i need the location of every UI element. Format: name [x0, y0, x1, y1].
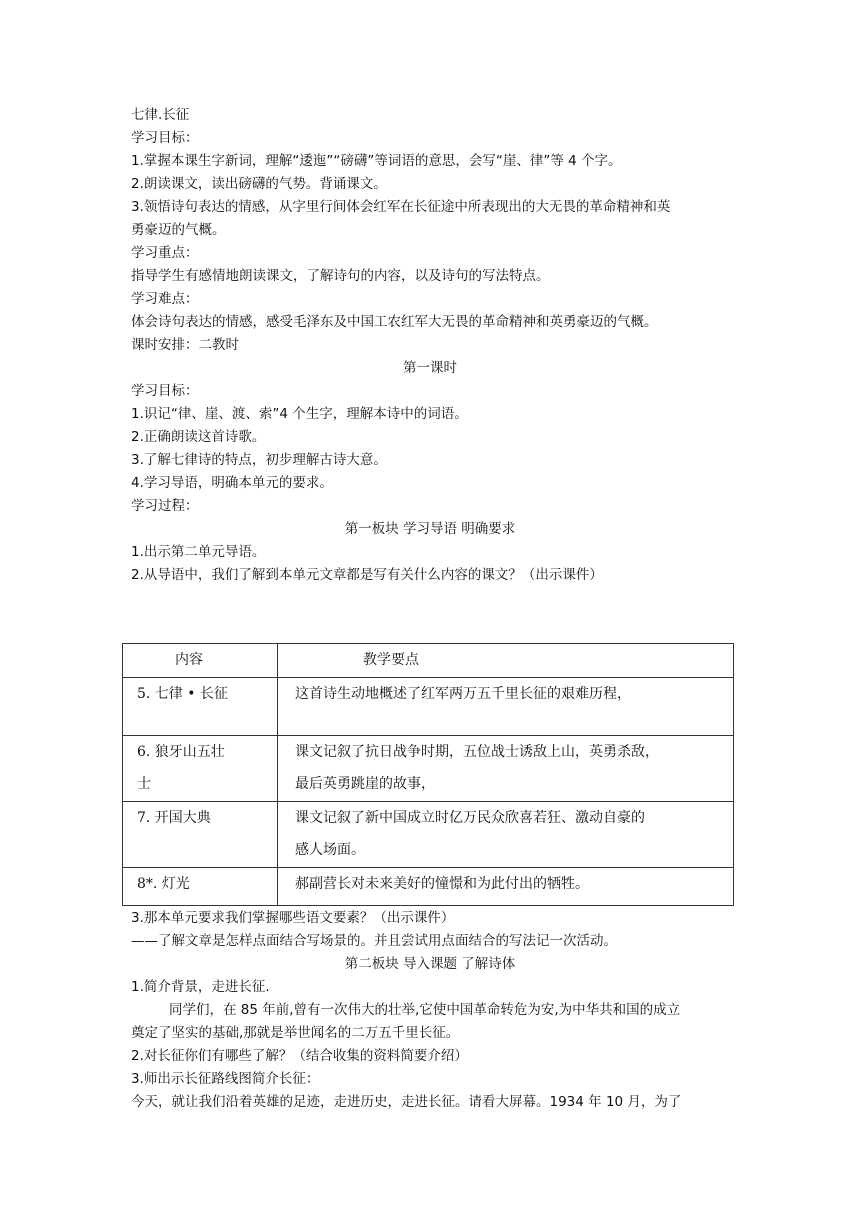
points-cell — [278, 868, 734, 906]
teaching-point: 课文记叙了新中国成立时亿万民众欣喜若狂、激动自豪的 — [295, 810, 645, 826]
content-cell — [123, 736, 278, 802]
text-line: 第二板块 导入课题 了解诗体 — [344, 956, 516, 972]
lesson-title: 8*. 灯光 — [137, 876, 190, 892]
text-line: 2.朗读课文，读出磅礴的气势。背诵课文。 — [131, 176, 387, 192]
table-row — [123, 868, 734, 906]
table-header-cell — [123, 644, 278, 678]
content-cell — [123, 678, 278, 736]
lesson-title: 6. 狼牙山五壮 — [137, 744, 225, 760]
table-header-cell — [278, 644, 734, 678]
unit-table — [122, 643, 734, 906]
text-line: 学习重点： — [131, 245, 199, 261]
teaching-point: 这首诗生动地概述了红军两万五千里长征的艰难历程， — [295, 686, 631, 702]
points-cell — [278, 678, 734, 736]
table-row — [123, 802, 734, 868]
text-line: 体会诗句表达的情感，感受毛泽东及中国工农红军大无畏的革命精神和英勇豪迈的气概。 — [131, 314, 658, 330]
text-line: 3.领悟诗句表达的情感，从字里行间体会红军在长征途中所表现出的大无畏的革命精神和英 — [131, 199, 671, 215]
text-line: 1.出示第二单元导语。 — [131, 544, 266, 560]
text-line: 4.学习导语，明确本单元的要求。 — [131, 475, 333, 491]
text-line: 1.掌握本课生字新词，理解“逶迤”“磅礴”等词语的意思，会写“崖、律”等 4 个字。 — [131, 153, 622, 169]
text-line: 1.识记“律、崖、渡、索”4 个生字，理解本诗中的词语。 — [131, 406, 468, 422]
text-line: 学习目标： — [131, 383, 199, 399]
text-line: 1.简介背景，走进长征. — [131, 979, 270, 995]
text-line: 同学们，在 85 年前,曾有一次伟大的壮举,它使中国革命转危为安,为中华共和国的成立 — [169, 1002, 681, 1018]
teaching-point: 课文记叙了抗日战争时期，五位战士诱敌上山，英勇杀敌， — [295, 744, 659, 760]
text-line: 2.正确朗读这首诗歌。 — [131, 429, 266, 445]
text-line: 3.那本单元要求我们掌握哪些语文要素？（出示课件） — [131, 910, 455, 926]
text-line: ——了解文章是怎样点面结合写场景的。并且尝试用点面结合的写法记一次活动。 — [131, 933, 617, 949]
text-line: 七律.长征 — [131, 107, 190, 123]
teaching-point: 感人场面。 — [295, 842, 365, 858]
text-line: 学习目标： — [131, 130, 199, 146]
content-cell — [123, 868, 278, 906]
text-line: 3.师出示长征路线图简介长征： — [131, 1071, 320, 1087]
points-cell — [278, 802, 734, 868]
content-cell — [123, 802, 278, 868]
header-content-label: 内容 — [175, 652, 203, 668]
text-line: 3.了解七律诗的特点，初步理解古诗大意。 — [131, 452, 387, 468]
header-points-label: 教学要点 — [363, 652, 419, 668]
text-line: 今天，就让我们沿着英雄的足迹，走进历史，走进长征。请看大屏幕。1934 年 10 月，为了 — [131, 1094, 682, 1110]
text-line: 课时安排：二教时 — [131, 337, 239, 353]
table-row — [123, 678, 734, 736]
table-row — [123, 736, 734, 802]
text-line: 指导学生有感情地朗读课文，了解诗句的内容，以及诗句的写法特点。 — [131, 268, 550, 284]
lesson-title: 5. 七律 • 长征 — [137, 686, 228, 702]
lesson-title: 士 — [137, 776, 151, 792]
text-line: 学习难点： — [131, 291, 199, 307]
lesson-title: 7. 开国大典 — [137, 810, 211, 826]
text-line: 2.对长征你们有哪些了解？（结合收集的资料简要介绍） — [131, 1048, 468, 1064]
text-line: 勇豪迈的气概。 — [131, 222, 226, 238]
text-line: 第一课时 — [403, 360, 457, 376]
points-cell — [278, 736, 734, 802]
teaching-point: 最后英勇跳崖的故事， — [295, 776, 435, 792]
text-line: 2.从导语中，我们了解到本单元文章都是写有关什么内容的课文？（出示课件） — [131, 567, 603, 583]
table-header-row — [123, 644, 734, 678]
text-line: 奠定了坚实的基础,那就是举世闻名的二万五千里长征。 — [131, 1025, 460, 1041]
text-line: 学习过程： — [131, 498, 199, 514]
text-line: 第一板块 学习导语 明确要求 — [344, 521, 516, 537]
teaching-point: 郝副营长对未来美好的憧憬和为此付出的牺牲。 — [295, 876, 589, 892]
